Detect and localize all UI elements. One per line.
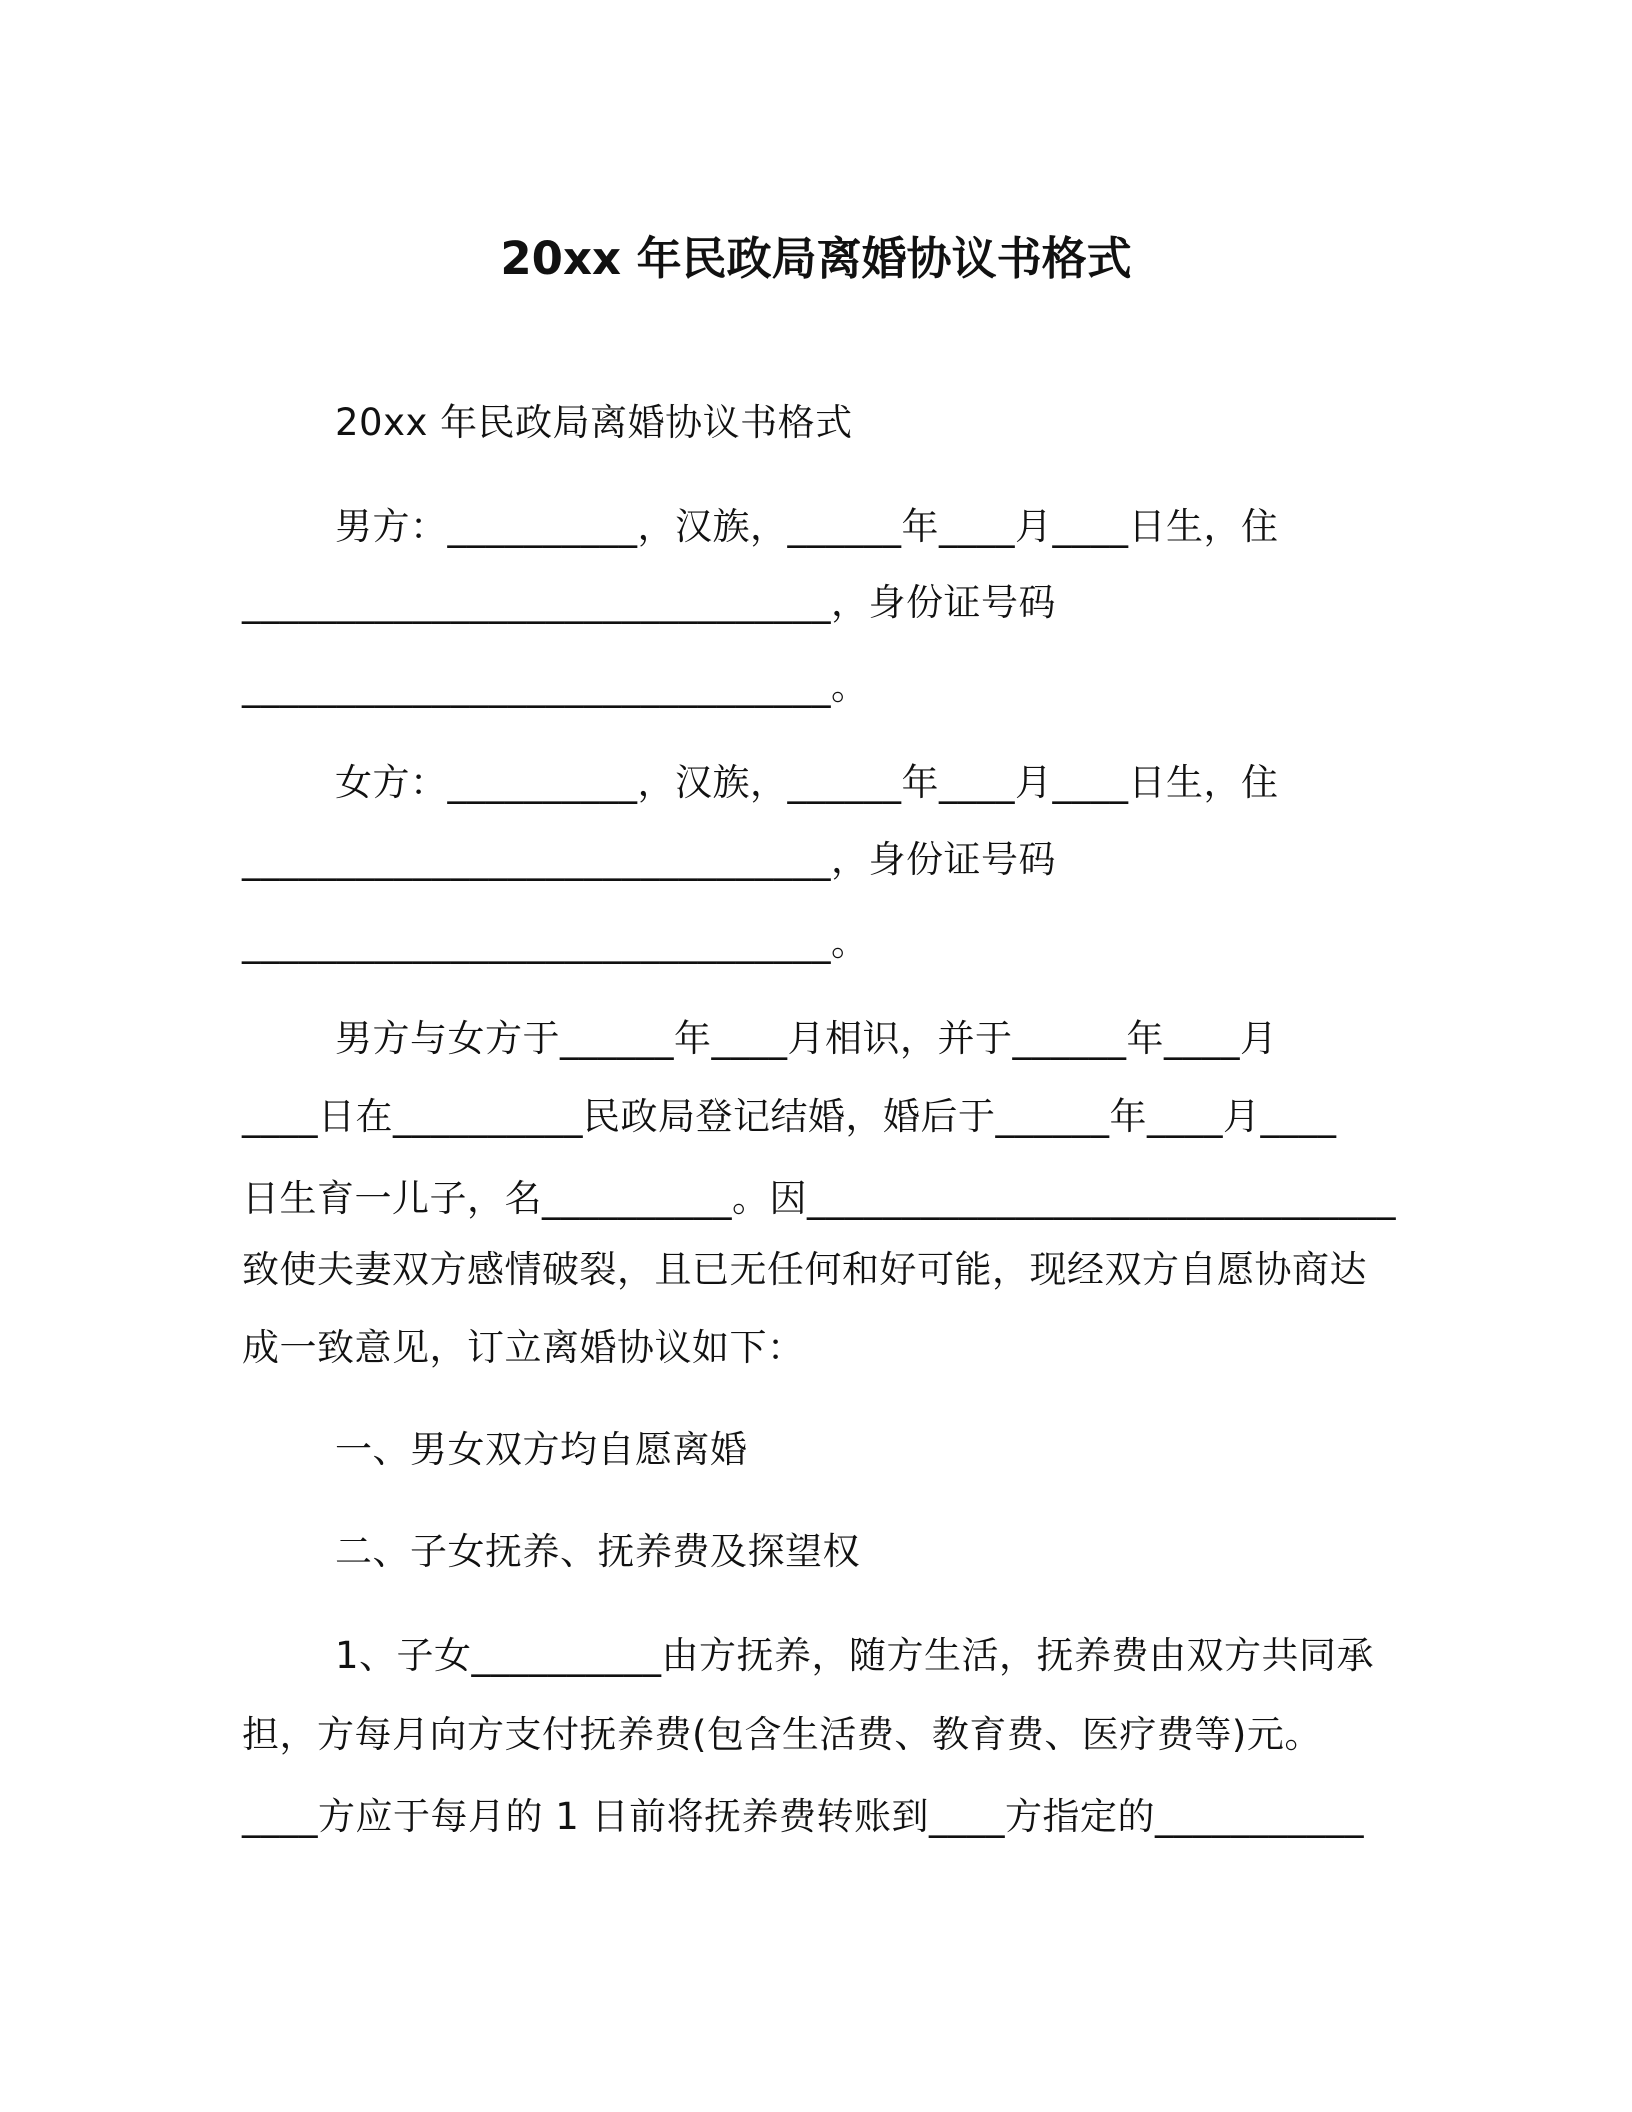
clause-two: 二、子女抚养、抚养费及探望权 [335, 1530, 860, 1573]
male-address-line: _______________________________，身份证号码 [242, 581, 1056, 624]
male-id-line: _______________________________。 [242, 665, 869, 708]
male-party-line: 男方：__________，汉族，______年____月____日生，住 [335, 505, 1279, 548]
clause-one: 一、男女双方均自愿离婚 [335, 1428, 748, 1471]
document-title: 20xx 年民政局离婚协议书格式 [500, 232, 1132, 285]
female-party-line: 女方：__________，汉族，______年____月____日生，住 [335, 761, 1279, 804]
marriage-paragraph-line-3: 日生育一儿子，名__________。因_______________________________ [242, 1177, 1396, 1220]
child-support-line-3: ____方应于每月的 1 日前将抚养费转账到____方指定的___________ [242, 1795, 1365, 1838]
child-support-line-2: 担，方每月向方支付抚养费(包含生活费、教育费、医疗费等)元。 [242, 1713, 1322, 1756]
subtitle-line: 20xx 年民政局离婚协议书格式 [335, 401, 853, 444]
female-address-line: _______________________________，身份证号码 [242, 838, 1056, 881]
marriage-paragraph-line-4: 致使夫妻双方感情破裂，且已无任何和好可能，现经双方自愿协商达 [242, 1248, 1367, 1291]
marriage-paragraph-line-5: 成一致意见，订立离婚协议如下： [242, 1326, 805, 1369]
child-support-line-1: 1、子女__________由方抚养，随方生活，抚养费由双方共同承 [335, 1634, 1375, 1677]
female-id-line: _______________________________。 [242, 921, 869, 964]
marriage-paragraph-line-2: ____日在__________民政局登记结婚，婚后于______年____月____ [242, 1095, 1337, 1138]
marriage-paragraph-line-1: 男方与女方于______年____月相识，并于______年____月 [335, 1017, 1278, 1060]
